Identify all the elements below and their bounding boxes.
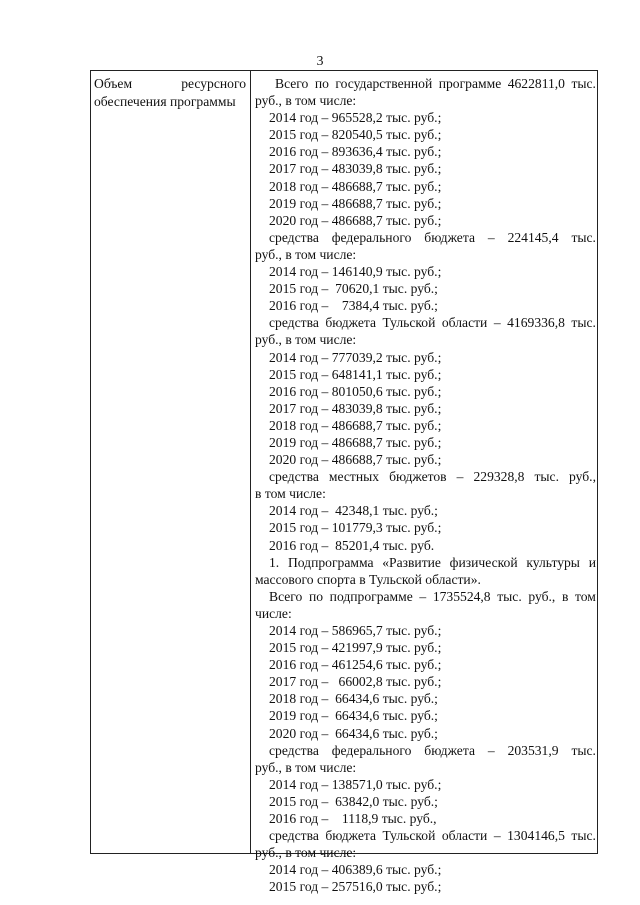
content-word: тыс. (571, 76, 596, 91)
content-word: федерального (331, 229, 412, 245)
content-line (255, 742, 596, 759)
content-line: 2018 год – 66434,6 тыс. руб.; (269, 691, 438, 707)
content-line: 2014 год – 138571,0 тыс. руб.; (269, 776, 442, 792)
content-word: 203531,9 (507, 742, 559, 758)
content-line: 2014 год – 406389,6 тыс. руб.; (269, 862, 442, 878)
content-word: тыс. (534, 469, 559, 485)
content-word: 1304146,5 (507, 828, 565, 844)
left-cell-heading (94, 75, 246, 111)
content-line: 2017 год – 483039,8 тыс. руб.; (269, 161, 442, 177)
content-line: 2015 год – 648141,1 тыс. руб.; (269, 366, 442, 382)
content-word: средства (269, 828, 319, 844)
content-line (255, 229, 596, 246)
content-word: 4169336,8 (507, 315, 565, 331)
content-word: области (441, 828, 488, 844)
content-line: руб., в том числе: (255, 845, 357, 861)
content-word: – (419, 588, 427, 604)
content-word: федерального (331, 742, 412, 758)
content-line (255, 588, 596, 605)
content-word: руб., (569, 469, 596, 485)
content-line: 2017 год – 483039,8 тыс. руб.; (269, 400, 442, 416)
column-divider (250, 71, 251, 853)
content-line: 2016 год – 801050,6 тыс. руб.; (269, 383, 442, 399)
content-word: физической (449, 554, 518, 570)
content-line: 2017 год – 66002,8 тыс. руб.; (269, 674, 442, 690)
content-line: 2018 год – 486688,7 тыс. руб.; (269, 417, 442, 433)
content-line: числе: (255, 605, 292, 621)
content-word: по (314, 76, 329, 91)
content-line: 2019 год – 66434,6 тыс. руб.; (269, 708, 438, 724)
content-word: 4622811,0 (507, 76, 565, 91)
content-word: том (575, 588, 596, 604)
content-line: 2014 год – 42348,1 тыс. руб.; (269, 503, 438, 519)
content-word: – (493, 828, 501, 844)
content-word: тыс. (571, 315, 596, 331)
content-word: местных (328, 469, 380, 485)
content-line: 2015 год – 101779,3 тыс. руб.; (269, 520, 442, 536)
content-line: 2015 год – 257516,0 тыс. руб.; (269, 879, 442, 895)
content-word: бюджета (325, 315, 377, 331)
content-line: 2015 год – 70620,1 тыс. руб.; (269, 281, 438, 297)
content-word: тыс. (571, 229, 596, 245)
content-word: программе (438, 76, 502, 91)
heading-word-2: ресурсного (181, 76, 246, 91)
content-line (255, 827, 596, 844)
content-word: – (487, 742, 495, 758)
content-word: в (561, 588, 569, 604)
content-word: Подпрограмма (287, 554, 374, 570)
content-line: 2014 год – 586965,7 тыс. руб.; (269, 623, 442, 638)
content-line: 2016 год – 893636,4 тыс. руб.; (269, 144, 442, 160)
heading-line-2: обеспечения программы (94, 94, 236, 109)
content-word: Всего (269, 588, 303, 604)
content-word: Тульской (382, 315, 436, 331)
content-word: «Развитие (382, 554, 441, 570)
content-line: 2015 год – 63842,0 тыс. руб.; (269, 793, 438, 809)
content-line: руб., в том числе: (255, 332, 357, 348)
content-line: 2020 год – 486688,7 тыс. руб.; (269, 452, 442, 468)
content-line (255, 554, 596, 571)
content-word: 1. (269, 554, 280, 570)
content-line: массового спорта в Тульской области». (255, 571, 481, 587)
content-word: по (308, 588, 324, 604)
content-line: 2015 год – 820540,5 тыс. руб.; (269, 127, 442, 143)
content-line: 2019 год – 486688,7 тыс. руб.; (269, 434, 442, 450)
content-line: 2014 год – 777039,2 тыс. руб.; (269, 349, 442, 365)
content-word: – (487, 229, 495, 245)
content-word: средства (269, 315, 319, 331)
content-word: государственной (335, 76, 433, 91)
content-word: Всего (275, 76, 309, 91)
content-line: 2016 год – 1118,9 тыс. руб., (269, 811, 437, 827)
content-word: и (588, 554, 596, 570)
content-line: 2020 год – 486688,7 тыс. руб.; (269, 212, 442, 228)
content-word: бюджета (424, 742, 475, 758)
resource-table (90, 70, 598, 895)
content-line: 2016 год – 461254,6 тыс. руб.; (269, 657, 442, 673)
content-word: средства (269, 229, 319, 245)
content-word: тыс. (497, 588, 522, 604)
content-line: 2016 год – 7384,4 тыс. руб.; (269, 298, 438, 314)
content-line: в том числе: (255, 486, 326, 502)
content-line: 2014 год – 146140,9 тыс. руб.; (269, 264, 442, 280)
content-word: средства (269, 742, 319, 758)
content-word: бюджета (325, 828, 377, 844)
content-line: 2014 год – 965528,2 тыс. руб.; (269, 110, 442, 126)
content-line: руб., в том числе: (255, 759, 357, 775)
content-word: подпрограмме (329, 588, 413, 604)
content-word: тыс. (571, 828, 596, 844)
content-line: 2019 год – 486688,7 тыс. руб.; (269, 195, 442, 211)
page-number: 3 (316, 54, 324, 69)
heading-line-1 (94, 75, 246, 93)
right-cell-content (255, 75, 596, 896)
content-word: области (441, 315, 488, 331)
content-line: 2015 год – 421997,9 тыс. руб.; (269, 640, 442, 656)
content-word: средства (269, 469, 319, 485)
heading-word-1: Объем (94, 76, 133, 91)
content-word: 224145,4 (507, 229, 559, 245)
content-word: бюджета (424, 229, 475, 245)
content-line (255, 314, 596, 331)
content-line: 2016 год – 85201,4 тыс. руб. (269, 537, 435, 553)
content-word: – (493, 315, 501, 331)
content-word: бюджетов (389, 469, 447, 485)
content-line (255, 75, 596, 92)
content-line (255, 468, 596, 485)
content-line: 2018 год – 486688,7 тыс. руб.; (269, 178, 442, 194)
content-word: Тульской (382, 828, 436, 844)
content-word: 229328,8 (473, 469, 525, 485)
content-word: руб., (528, 588, 556, 604)
content-word: – (456, 469, 464, 485)
content-line: руб., в том числе: (255, 246, 357, 262)
content-word: тыс. (571, 742, 596, 758)
content-word: 1735524,8 (432, 588, 491, 604)
content-line: 2020 год – 66434,6 тыс. руб.; (269, 725, 438, 741)
content-word: культуры (526, 554, 580, 570)
content-line: руб., в том числе: (255, 93, 357, 109)
